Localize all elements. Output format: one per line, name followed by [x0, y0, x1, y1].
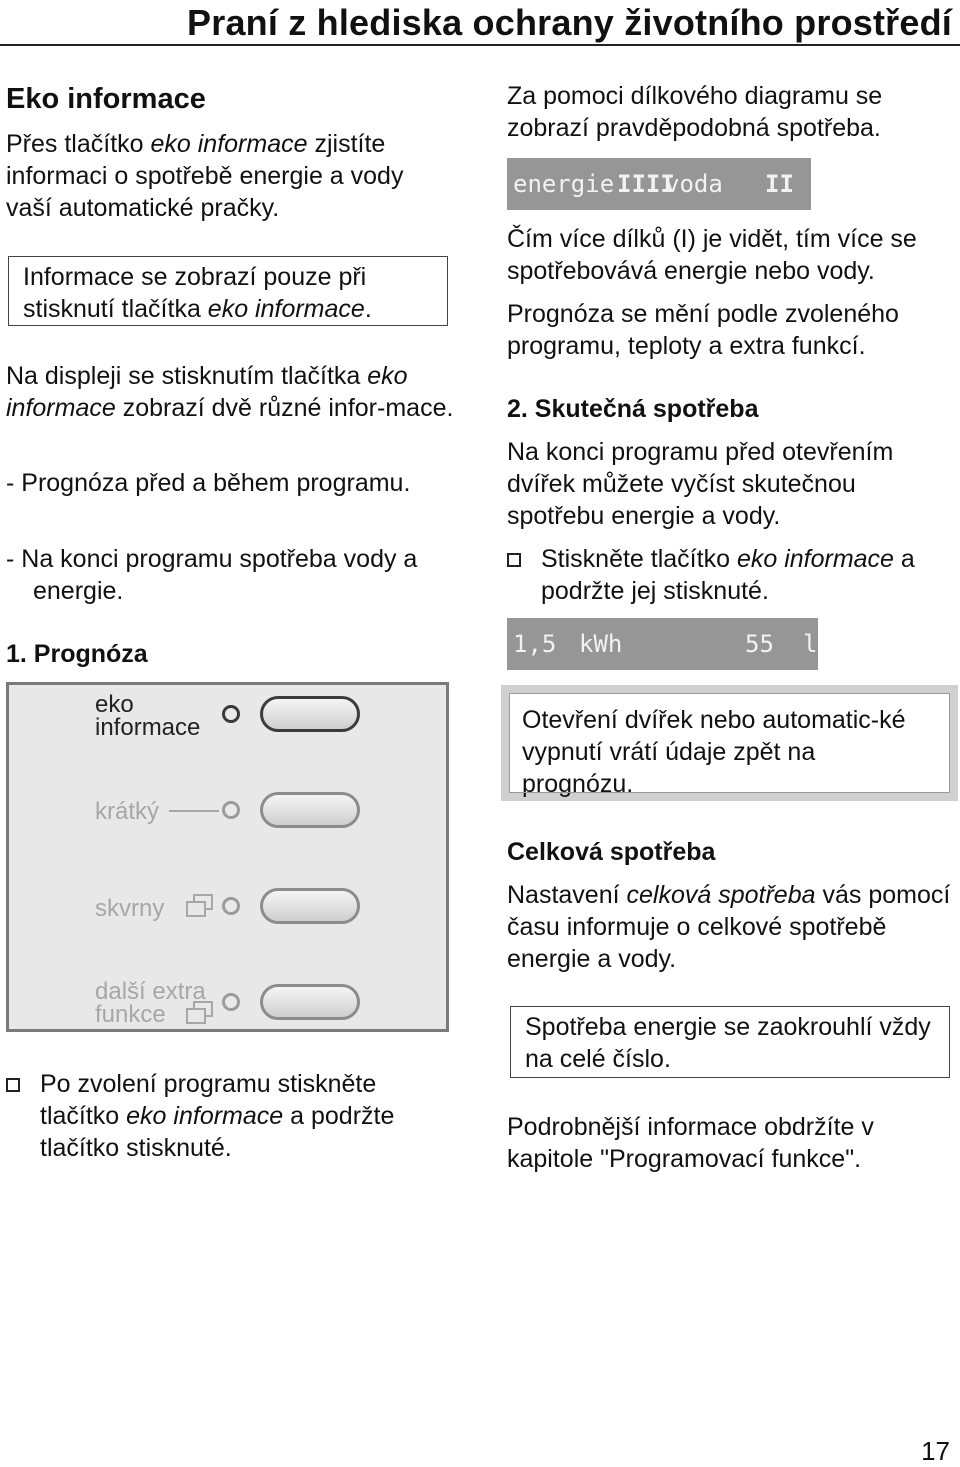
- checkbox-bullet-icon: [507, 553, 521, 567]
- note-box-rounding: [510, 1006, 950, 1078]
- forecast-display: [507, 158, 811, 210]
- panel-led-skvrny: [222, 897, 240, 915]
- section-heading-total: Celková spotřeba: [507, 838, 716, 866]
- section-heading-actual: 2. Skutečná spotřeba: [507, 395, 759, 423]
- note-text: Spotřeba energie se zaokrouhlí vždy na celé číslo.: [525, 1013, 931, 1073]
- display-paragraph: Na displeji se stisknutím tlačítka eko informace zobrazí dvě různé infor-mace.: [6, 362, 454, 422]
- panel-led-dalsi: [222, 993, 240, 1011]
- note-text: Otevření dvířek nebo automatic-ké vypnutí vrátí údaje zpět na prognózu.: [522, 706, 906, 798]
- lcd-energy-value: 1,5: [513, 630, 557, 658]
- panel-label-eko-informace: eko informace: [95, 691, 201, 741]
- instruction-text: Po zvolení programu stiskněte tlačítko eko informace a podržte tlačítko stisknuté.: [40, 1070, 395, 1162]
- actual-consumption-display: [507, 618, 818, 670]
- page-number: 17: [921, 1436, 950, 1466]
- lcd-energy-bars: IIII: [617, 170, 675, 198]
- panel-led-eko: [222, 705, 240, 723]
- instruction-step: [6, 1068, 456, 1164]
- panel-button-kratky[interactable]: [260, 792, 360, 828]
- lcd-water-bars: II: [765, 170, 794, 198]
- forecast-paragraph: Prognóza se mění podle zvoleného programu, teploty a extra funkcí.: [507, 300, 899, 360]
- lcd-energy-unit: kWh: [579, 630, 623, 658]
- actual-paragraph: Na konci programu před otevřením dvířek můžete vyčíst skutečnou spotřebu energie a vody.: [507, 438, 894, 530]
- list-item: - Na konci programu spotřeba vody a energie.: [6, 545, 418, 605]
- note-box-display-only: [8, 256, 448, 326]
- page-title: Praní z hlediska ochrany životního prostředí: [187, 2, 952, 43]
- lcd-water-value: 55: [745, 630, 774, 658]
- note-box-door-open: [501, 685, 958, 801]
- section-heading-prognosis: 1. Prognóza: [6, 640, 148, 668]
- panel-label-dalsi-extra-funkce: další extra funkce: [95, 978, 206, 1028]
- panel-button-eko-informace[interactable]: [260, 696, 360, 732]
- bars-paragraph: Čím více dílků (I) je vidět, tím více se spotřebovává energie nebo vody.: [507, 225, 917, 285]
- lcd-energy-label: energie: [513, 170, 615, 198]
- checkbox-bullet-icon: [6, 1078, 20, 1092]
- panel-button-skvrny[interactable]: [260, 888, 360, 924]
- panel-led-kratky: [222, 801, 240, 819]
- instruction-step: [507, 543, 957, 607]
- intro-paragraph: Přes tlačítko eko informace zjistíte informaci o spotřebě energie a vody vaší automatické pračky.: [6, 130, 404, 222]
- lcd-water-unit: l: [803, 630, 818, 658]
- diagram-intro: Za pomoci dílkového diagramu se zobrazí pravděpodobná spotřeba.: [507, 82, 883, 142]
- label-leader-line: [169, 810, 219, 812]
- panel-label-skvrny: skvrny: [95, 895, 165, 922]
- extra-function-icon: [184, 893, 216, 921]
- control-panel-illustration: [6, 682, 449, 1032]
- total-paragraph: Nastavení celková spotřeba vás pomocí času informuje o celkové spotřebě energie a vody.: [507, 881, 951, 973]
- instruction-text: Stiskněte tlačítko eko informace a podržte jej stisknuté.: [541, 545, 915, 605]
- list-item: - Prognóza před a během programu.: [6, 469, 411, 497]
- panel-label-kratky: krátký: [95, 798, 160, 825]
- panel-button-dalsi-extra-funkce[interactable]: [260, 984, 360, 1020]
- title-divider: [0, 44, 960, 46]
- lcd-water-label: voda: [665, 170, 723, 198]
- extra-function-icon: [184, 1000, 216, 1028]
- more-info-paragraph: Podrobnější informace obdržíte v kapitole "Programovací funkce".: [507, 1113, 874, 1173]
- section-heading-eko: Eko informace: [6, 83, 206, 115]
- note-text: Informace se zobrazí pouze při stisknutí tlačítka eko informace.: [23, 263, 372, 323]
